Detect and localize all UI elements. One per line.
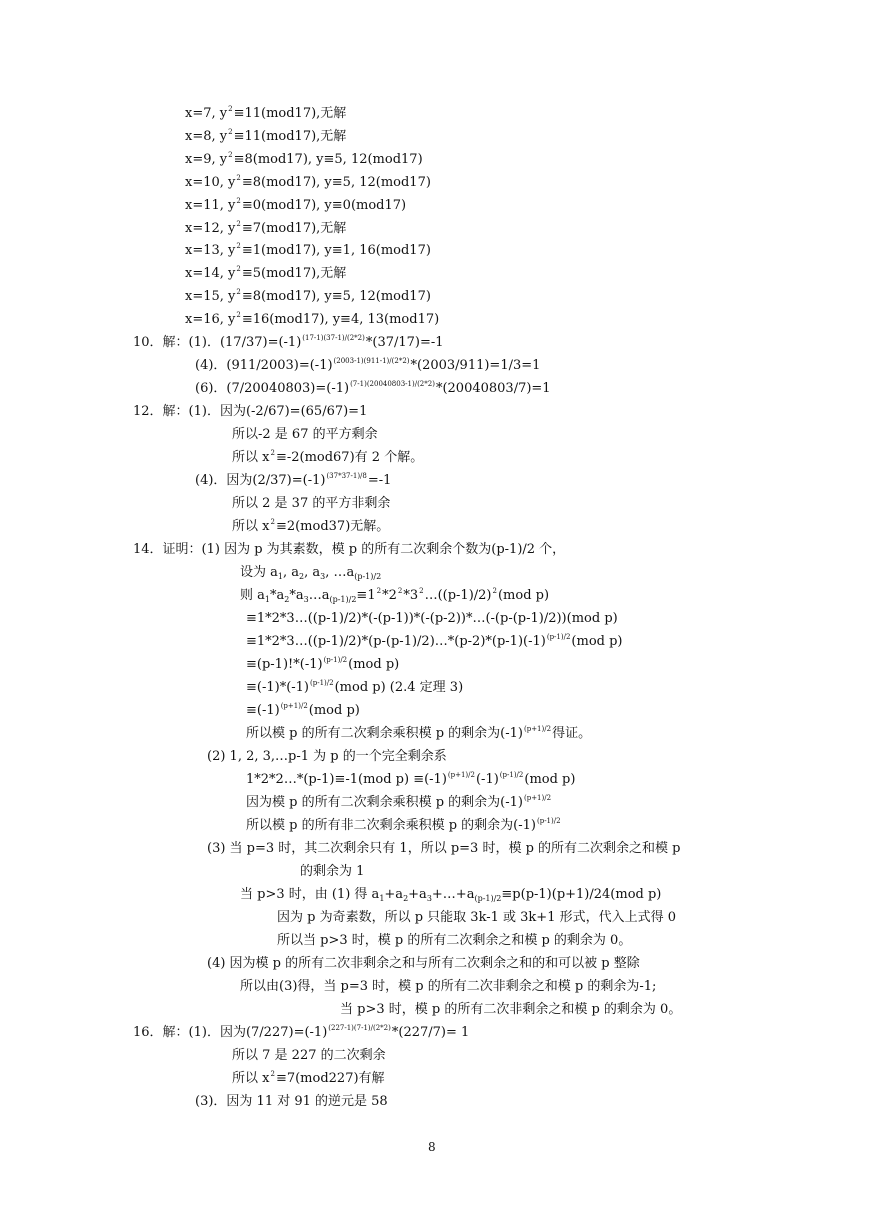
subscript: 2 — [299, 572, 305, 581]
text-line — [185, 289, 431, 306]
subscript: 3 — [426, 894, 432, 903]
superscript: (p-1)/2 — [546, 633, 571, 641]
text-line — [232, 1048, 386, 1064]
text-segment: x=13, y — [185, 243, 236, 258]
text-segment: (3) 当 p=3 时，其二次剩余只有 1，所以 p=3 时，模 p 的所有二次剩余之和模 p — [207, 841, 681, 856]
subscript: 1 — [264, 595, 270, 604]
text-segment: *a — [269, 588, 285, 603]
superscript: (p-1)/2 — [536, 817, 561, 825]
text-line — [340, 1002, 681, 1018]
text-segment: (3)．因为 11 对 91 的逆元是 58 — [195, 1094, 388, 1109]
text-segment: 1*2*2…*(p-1)≡-1(mod p) ≡(-1) — [246, 772, 447, 787]
text-line — [246, 818, 562, 835]
superscript: 2 — [397, 587, 403, 595]
text-segment: 所以当 p>3 时，模 p 的所有二次剩余之和模 p 的剩余为 0。 — [277, 933, 632, 948]
superscript: (p+1)/2 — [280, 702, 308, 710]
text-segment: ≡(-1)*(-1) — [246, 680, 310, 695]
text-segment: (2) 1, 2, 3,…p-1 为 p 的一个完全剩余系 — [207, 749, 447, 764]
text-segment: x=8, y — [185, 129, 228, 144]
text-line — [240, 979, 656, 995]
text-line — [133, 542, 565, 558]
text-segment: 所以模 p 的所有二次剩余乘积模 p 的剩余为(-1) — [246, 726, 523, 741]
superscript: (p+1)/2 — [523, 725, 552, 733]
text-segment: 得证。 — [552, 726, 592, 741]
subscript: (p-1)/2 — [329, 595, 357, 604]
superscript: 2 — [270, 449, 275, 457]
text-segment: x=7, y — [185, 106, 228, 121]
text-segment: , a — [304, 565, 321, 580]
superscript: (p+1)/2 — [523, 794, 552, 802]
text-segment: (6)．(7/20040803)=(-1) — [195, 381, 350, 396]
text-segment: ≡-2(mod67)有 2 个解。 — [275, 450, 424, 465]
text-segment: 16．解：(1)．因为(7/227)=(-1) — [133, 1025, 328, 1040]
text-line — [185, 175, 431, 192]
text-segment: 10．解：(1)．(17/37)=(-1) — [133, 335, 302, 350]
superscript: 2 — [236, 311, 241, 319]
text-line — [232, 1071, 385, 1088]
text-line — [185, 221, 346, 238]
text-segment: 所以 2 是 37 的平方非剩余 — [232, 496, 391, 511]
superscript: 2 — [419, 587, 424, 595]
text-line — [300, 864, 364, 880]
superscript: (p-1)/2 — [499, 771, 524, 779]
text-segment: *a — [289, 588, 304, 603]
superscript: (7-1)(20040803-1)/(2*2) — [350, 380, 435, 388]
text-segment: (mod p) — [348, 657, 400, 672]
text-segment: x=9, y — [185, 152, 228, 167]
text-line — [185, 198, 406, 215]
text-segment: ≡(p-1)!*(-1) — [246, 657, 323, 672]
superscript: 2 — [236, 288, 241, 296]
text-segment: 当 p>3 时，由 (1) 得 a — [240, 887, 380, 902]
text-segment: *(227/7)= 1 — [391, 1025, 470, 1040]
text-segment: ≡1*2*3…((p-1)/2)*(-(p-1))*(-(p-2))*…(-(p-(p-1)/2))(mod p) — [246, 611, 618, 626]
text-line — [207, 956, 640, 972]
superscript: 2 — [228, 105, 233, 113]
text-segment: x=15, y — [185, 289, 236, 304]
text-segment: 当 p>3 时，模 p 的所有二次非剩余之和模 p 的剩余为 0。 — [340, 1002, 682, 1017]
text-segment: ≡0(mod17), y≡0(mod17) — [241, 198, 407, 213]
text-segment: (4)．因为(2/37)=(-1) — [195, 473, 326, 488]
text-segment: (mod p) — [571, 634, 623, 649]
text-line — [195, 381, 551, 398]
text-segment: *3 — [403, 588, 419, 603]
text-line — [133, 1025, 469, 1042]
text-segment: 所以 x — [232, 519, 270, 534]
text-segment: ≡1*2*3…((p-1)/2)*(p-(p-1)/2)…*(p-2)*(p-1)(-1) — [246, 634, 546, 649]
text-segment: ≡7(mod227)有解 — [275, 1071, 385, 1086]
text-line — [246, 657, 399, 674]
text-line — [195, 473, 391, 490]
text-segment: x=11, y — [185, 198, 236, 213]
text-segment: ≡p(p-1)(p+1)/24(mod p) — [501, 887, 662, 902]
text-segment: , a — [282, 565, 299, 580]
text-segment: *(20040803/7)=1 — [435, 381, 551, 396]
superscript: (p+1)/2 — [447, 771, 475, 779]
text-line — [195, 1094, 388, 1110]
text-segment: x=10, y — [185, 175, 236, 190]
text-line — [195, 358, 540, 375]
text-line — [246, 795, 552, 812]
text-segment: ≡1 — [356, 588, 376, 603]
text-line — [232, 496, 390, 512]
text-segment: (4)．(911/2003)=(-1) — [195, 358, 333, 373]
text-line — [185, 106, 346, 123]
text-line — [207, 841, 681, 857]
text-segment: ≡2(mod37)无解。 — [275, 519, 390, 534]
text-line — [246, 634, 623, 651]
superscript: 2 — [270, 518, 275, 526]
text-line — [232, 427, 378, 443]
text-line — [246, 772, 575, 789]
text-segment: x=14, y — [185, 266, 236, 281]
text-segment: 的剩余为 1 — [300, 864, 365, 879]
subscript: 2 — [284, 595, 290, 604]
text-segment: 所以由(3)得，当 p=3 时，模 p 的所有二次非剩余之和模 p 的剩余为-1; — [240, 979, 657, 994]
superscript: (p-1)/2 — [310, 679, 334, 687]
superscript: (p-1)/2 — [323, 656, 348, 664]
subscript: 3 — [320, 572, 326, 581]
text-segment: (-1) — [475, 772, 499, 787]
text-segment: x=16, y — [185, 312, 236, 327]
text-segment: (4) 因为模 p 的所有二次非剩余之和与所有二次剩余之和的和可以被 p 整除 — [207, 956, 640, 971]
text-segment: (mod p) — [524, 772, 576, 787]
text-segment: ≡7(mod17),无解 — [241, 221, 347, 236]
text-segment: ≡11(mod17),无解 — [233, 106, 347, 121]
text-line — [246, 680, 463, 697]
subscript: 2 — [403, 894, 409, 903]
subscript: (p-1)/2 — [474, 894, 502, 903]
text-segment: ≡5(mod17),无解 — [241, 266, 347, 281]
superscript: 2 — [236, 174, 241, 182]
superscript: (2003-1)(911-1)/(2*2) — [333, 357, 410, 365]
text-line — [185, 129, 346, 146]
text-segment: x=12, y — [185, 221, 236, 236]
text-segment: 所以 x — [232, 1071, 270, 1086]
text-line — [185, 152, 423, 169]
text-line — [246, 726, 591, 743]
text-segment: …((p-1)/2) — [424, 588, 492, 603]
text-segment: 14．证明：(1) 因为 p 为其素数，模 p 的所有二次剩余个数为(p-1)/2 个， — [133, 542, 566, 557]
text-segment: *(37/17)=-1 — [365, 335, 444, 350]
text-line — [240, 588, 549, 605]
text-segment: ≡8(mod17), y≡5, 12(mod17) — [233, 152, 423, 167]
superscript: (227-1)(7-1)/(2*2) — [328, 1024, 391, 1032]
text-line — [185, 312, 439, 329]
text-line — [133, 404, 367, 420]
text-line — [207, 749, 447, 765]
text-segment: +…+a — [431, 887, 475, 902]
text-segment: 所以模 p 的所有非二次剩余乘积模 p 的剩余为(-1) — [246, 818, 536, 833]
text-segment: ≡(-1) — [246, 703, 280, 718]
text-segment: 因为模 p 的所有二次剩余乘积模 p 的剩余为(-1) — [246, 795, 523, 810]
superscript: 2 — [236, 197, 241, 205]
text-segment: 所以-2 是 67 的平方剩余 — [232, 427, 378, 442]
text-segment: 则 a — [240, 588, 265, 603]
text-segment: 所以 7 是 227 的二次剩余 — [232, 1048, 386, 1063]
text-segment: (mod p) (2.4 定理 3) — [334, 680, 464, 695]
subscript: 1 — [277, 572, 283, 581]
text-segment: (mod p) — [497, 588, 550, 603]
text-segment: 因为 p 为奇素数，所以 p 只能取 3k-1 或 3k+1 形式，代入上式得 0 — [277, 910, 677, 925]
superscript: 2 — [236, 220, 241, 228]
superscript: 2 — [236, 242, 241, 250]
superscript: 2 — [492, 587, 497, 595]
superscript: 2 — [228, 128, 233, 136]
text-line — [133, 335, 444, 352]
text-segment: *(2003/911)=1/3=1 — [410, 358, 541, 373]
text-line — [232, 519, 389, 536]
text-segment: 设为 a — [240, 565, 278, 580]
text-segment: ≡16(mod17), y≡4, 13(mod17) — [241, 312, 440, 327]
text-segment: ≡11(mod17),无解 — [233, 129, 347, 144]
superscript: 2 — [228, 151, 233, 159]
text-segment: *2 — [382, 588, 397, 603]
text-line — [246, 611, 618, 627]
text-line — [246, 703, 360, 720]
text-line — [240, 565, 381, 582]
text-segment: ≡8(mod17), y≡5, 12(mod17) — [241, 175, 431, 190]
text-line — [277, 910, 676, 926]
text-segment: 所以 x — [232, 450, 270, 465]
text-line — [240, 887, 661, 904]
superscript: (17-1)(37-1)/(2*2) — [302, 334, 365, 342]
text-segment: +a — [408, 887, 427, 902]
text-line — [185, 243, 431, 260]
text-segment: (mod p) — [308, 703, 360, 718]
text-segment: ≡8(mod17), y≡5, 12(mod17) — [241, 289, 431, 304]
text-segment: =-1 — [367, 473, 392, 488]
subscript: 3 — [303, 595, 309, 604]
text-segment: 12．解：(1)．因为(-2/67)=(65/67)=1 — [133, 404, 368, 419]
text-line — [185, 266, 346, 283]
subscript: (p-1)/2 — [354, 572, 382, 581]
superscript: 2 — [270, 1070, 275, 1078]
superscript: (37*37-1)/8 — [326, 472, 367, 480]
text-line — [232, 450, 423, 467]
text-segment: ≡1(mod17), y≡1, 16(mod17) — [241, 243, 431, 258]
subscript: 1 — [379, 894, 385, 903]
superscript: 2 — [376, 587, 382, 595]
text-line — [277, 933, 631, 949]
text-segment: , …a — [325, 565, 355, 580]
text-segment: +a — [384, 887, 404, 902]
superscript: 2 — [236, 265, 241, 273]
page-number: 8 — [428, 1140, 436, 1154]
text-segment: …a — [308, 588, 330, 603]
